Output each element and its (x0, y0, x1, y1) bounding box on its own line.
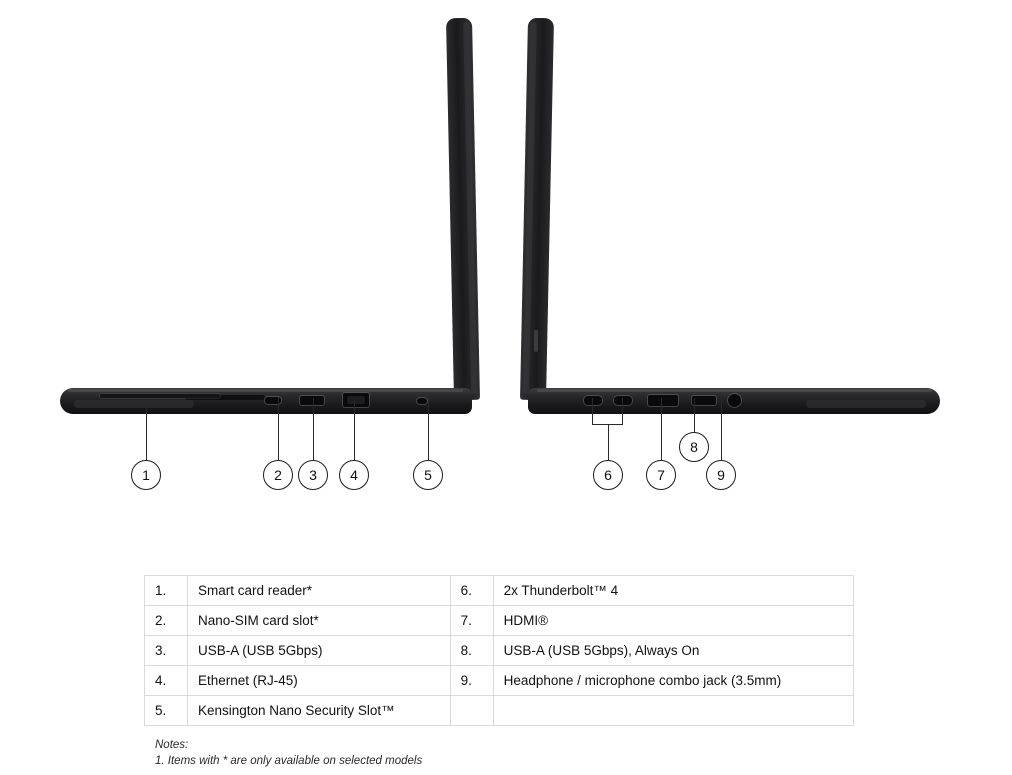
callout-7 (646, 460, 676, 490)
legend-right-text-3: USB-A (USB 5Gbps), Always On (493, 636, 853, 666)
legend-right-text-1: 2x Thunderbolt™ 4 (493, 576, 853, 606)
legend-right-text-4: Headphone / microphone combo jack (3.5mm) (493, 666, 853, 696)
hdmi-port (648, 395, 678, 406)
laptop-right-side-view (520, 10, 940, 420)
notes-heading: Notes: (155, 739, 189, 751)
legend-left-num-2: 2. (145, 606, 188, 636)
table-row (145, 606, 854, 636)
callout-2 (263, 460, 293, 490)
notes-block (155, 738, 422, 769)
leader-line-5 (428, 396, 429, 460)
legend-right-text-2: HDMI® (493, 606, 853, 636)
port-legend-table (144, 575, 854, 726)
leader-line-4 (354, 400, 355, 460)
ethernet-rj45-port-inner (347, 396, 365, 404)
callout-7-label: 7 (657, 467, 665, 483)
notes-line-1: 1. Items with * are only available on selected models (155, 754, 423, 767)
callout-5 (413, 460, 443, 490)
smart-card-reader-port (100, 394, 220, 398)
usb-a-always-on-port (692, 396, 716, 405)
leader-line-6-branch-right (622, 398, 623, 424)
legend-left-text-1: Smart card reader* (188, 576, 451, 606)
chassis-top-highlight (537, 389, 932, 392)
leader-line-8 (694, 398, 695, 432)
callout-9 (706, 460, 736, 490)
legend-left-text-2: Nano-SIM card slot* (188, 606, 451, 636)
leader-line-6-branch-left (592, 398, 593, 424)
callout-3-label: 3 (309, 467, 317, 483)
callout-2-label: 2 (274, 467, 282, 483)
leader-line-2 (278, 397, 279, 460)
legend-left-num-1: 1. (145, 576, 188, 606)
legend-right-num-5 (450, 696, 493, 726)
callout-6-label: 6 (604, 467, 612, 483)
callout-5-label: 5 (424, 467, 432, 483)
table-row (145, 696, 854, 726)
leader-line-9 (721, 399, 722, 460)
usb-a-port (300, 396, 324, 405)
callout-6 (593, 460, 623, 490)
callout-3 (298, 460, 328, 490)
table-row (145, 576, 854, 606)
leader-line-6 (608, 424, 609, 460)
legend-right-num-4: 9. (450, 666, 493, 696)
leader-line-3 (313, 398, 314, 460)
legend-right-num-2: 7. (450, 606, 493, 636)
legend-left-num-3: 3. (145, 636, 188, 666)
legend-left-text-5: Kensington Nano Security Slot™ (188, 696, 451, 726)
callout-9-label: 9 (717, 467, 725, 483)
leader-line-7 (661, 398, 662, 460)
headphone-microphone-combo-jack-port (728, 394, 741, 407)
legend-left-num-4: 4. (145, 666, 188, 696)
kensington-nano-security-slot-port (417, 398, 427, 404)
callout-1 (131, 460, 161, 490)
callout-8 (679, 432, 709, 462)
callout-4 (339, 460, 369, 490)
legend-left-num-5: 5. (145, 696, 188, 726)
legend-right-num-3: 8. (450, 636, 493, 666)
legend-right-text-5 (493, 696, 853, 726)
chassis-top-highlight (68, 389, 463, 392)
table-row (145, 636, 854, 666)
power-button (534, 330, 538, 352)
leader-line-1 (146, 402, 147, 460)
laptop-left-side-view (60, 10, 480, 420)
legend-right-num-1: 6. (450, 576, 493, 606)
legend-left-text-4: Ethernet (RJ-45) (188, 666, 451, 696)
callout-1-label: 1 (142, 467, 150, 483)
callout-8-label: 8 (690, 439, 698, 455)
chassis-front-lip (74, 400, 194, 408)
chassis-front-lip (806, 400, 926, 408)
legend-left-text-3: USB-A (USB 5Gbps) (188, 636, 451, 666)
callout-4-label: 4 (350, 467, 358, 483)
table-row (145, 666, 854, 696)
